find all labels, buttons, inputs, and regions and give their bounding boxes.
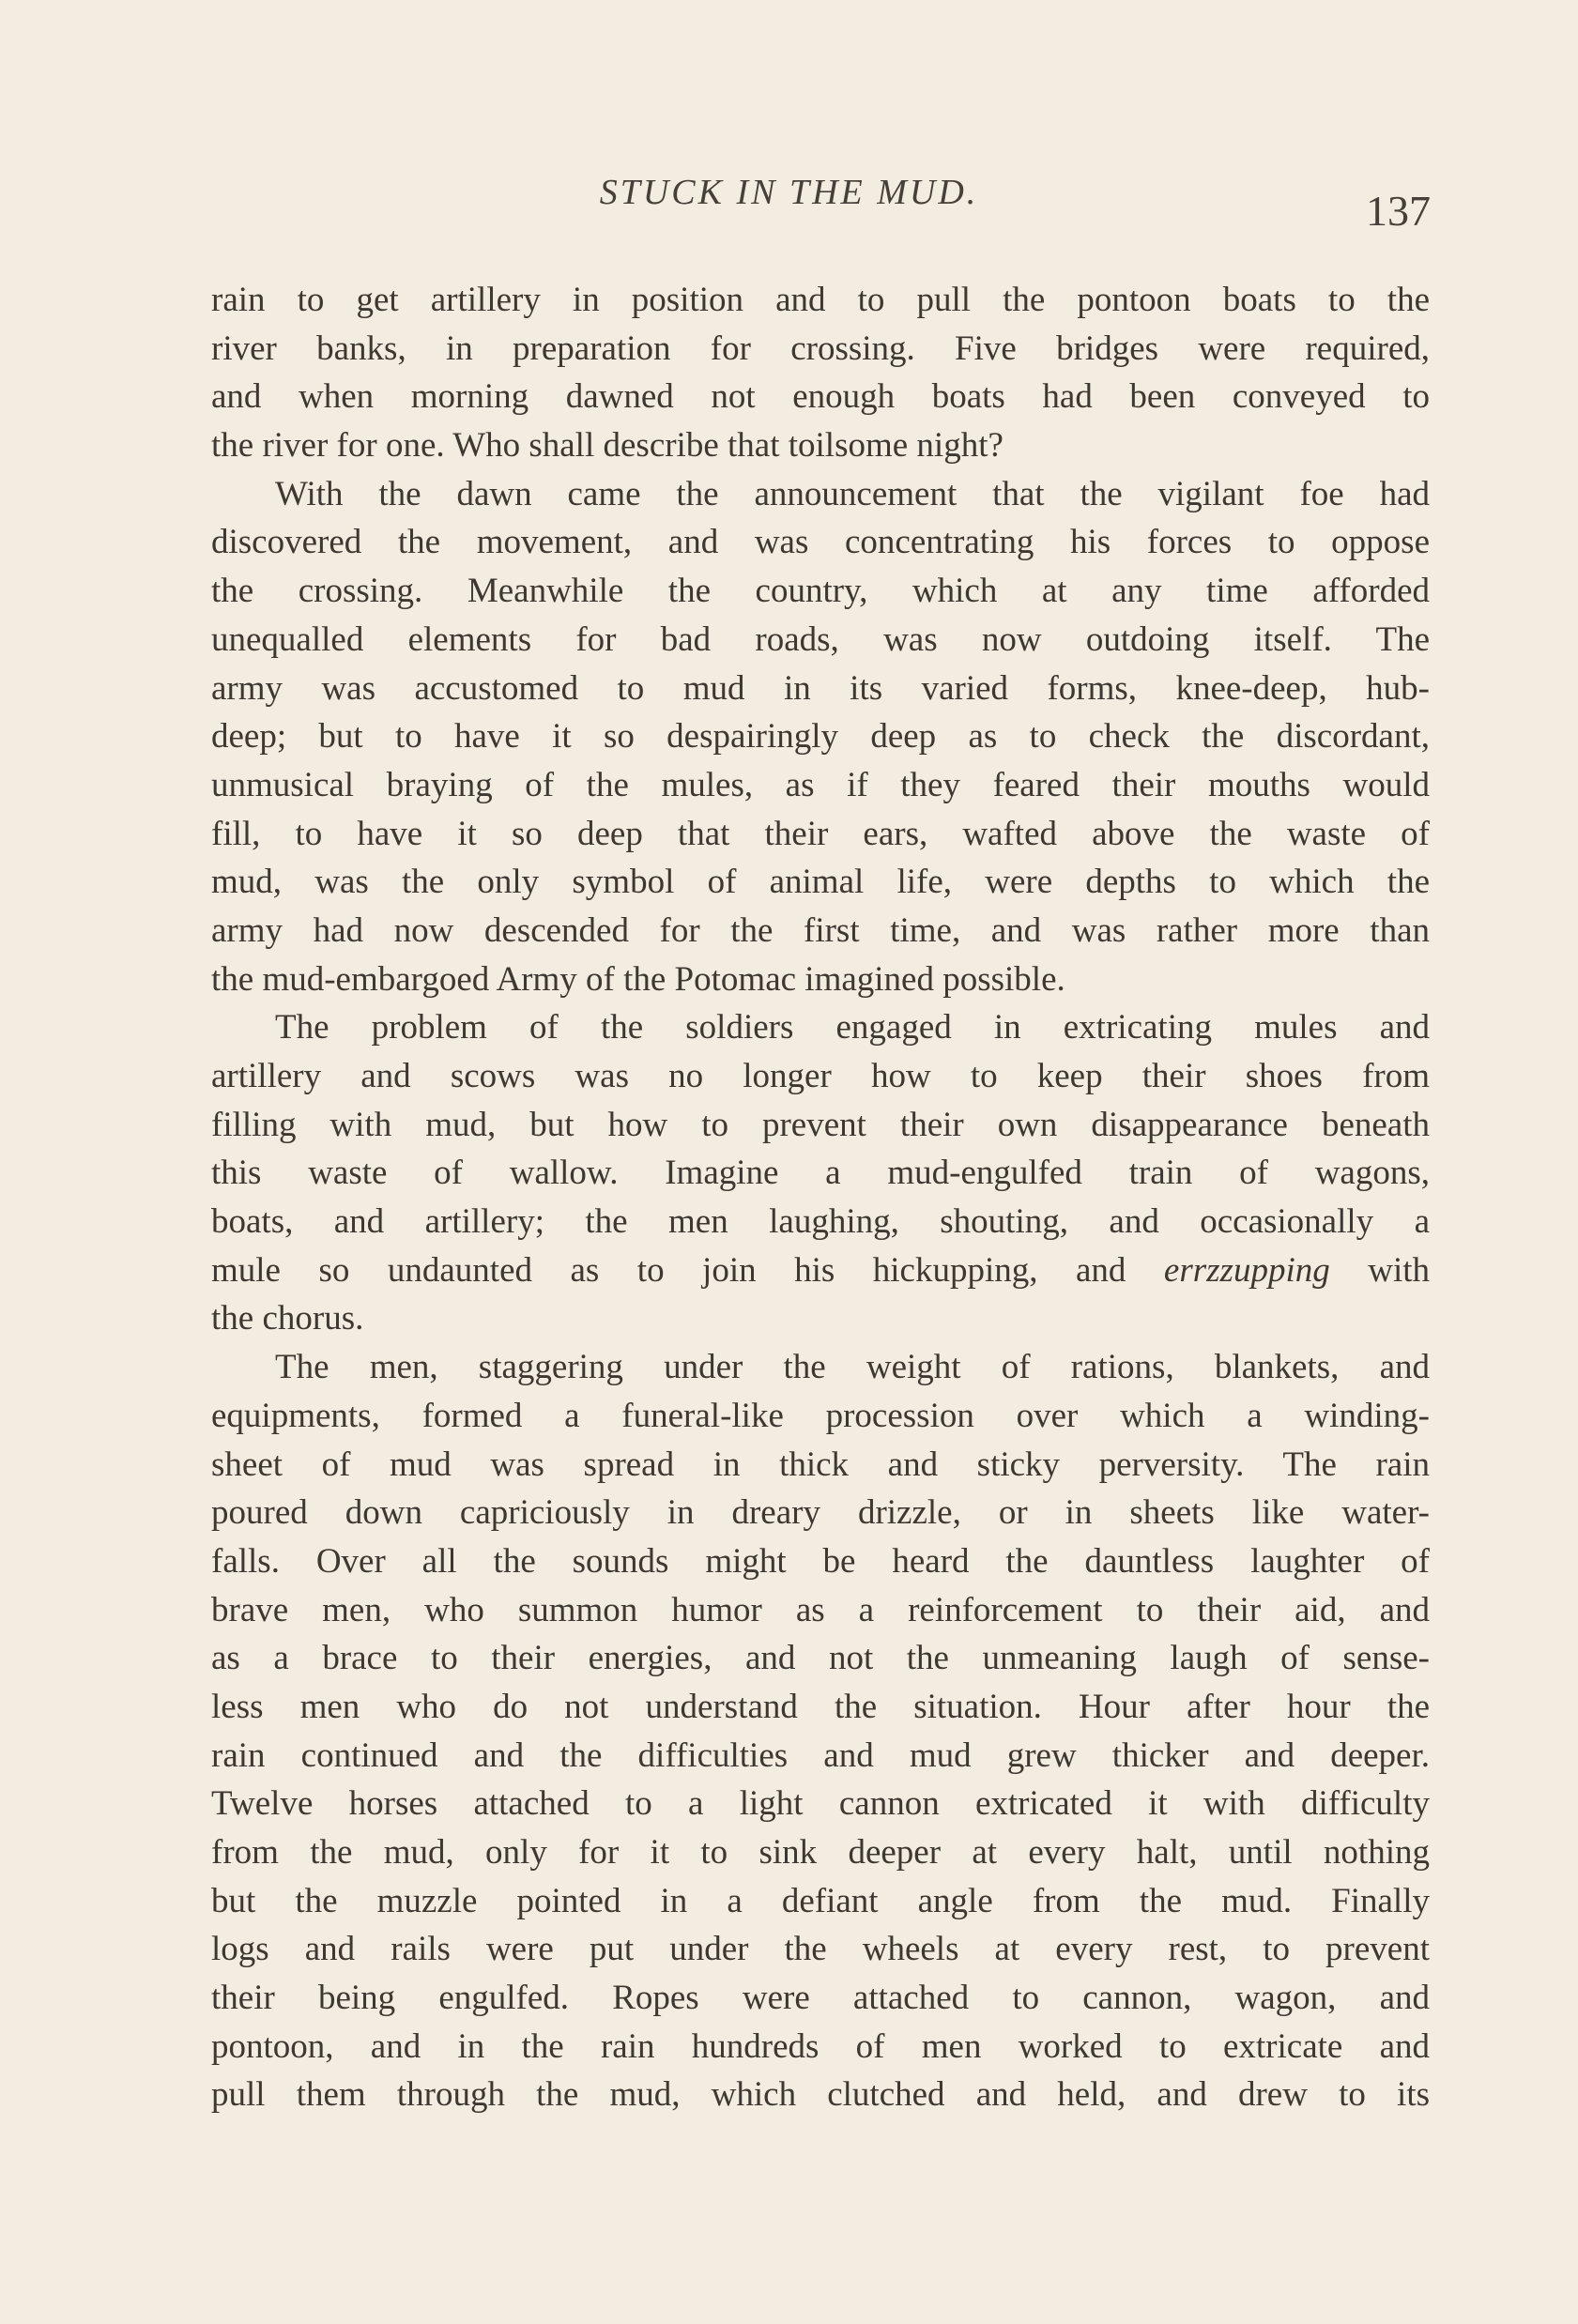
paragraph-first-line: With the dawn came the announcement that the vigilant foe had [275,474,1430,513]
text-line: unmusical braying of the mules, as if they feared their mouths would [211,765,1430,804]
text-line: the chorus. [211,1299,364,1338]
text-line: equipments, formed a funeral-like procession over which a winding- [211,1396,1430,1435]
text-line: unequalled elements for bad roads, was now outdoing itself. The [211,619,1430,659]
text-line: artillery and scows was no longer how to keep their shoes from [211,1057,1430,1095]
paragraph-first-line: The problem of the soldiers engaged in extricating mules and [275,1008,1430,1047]
italic-word: errzzupping [1163,1250,1330,1290]
text-line: army was accustomed to mud in its varied forms, knee-deep, hub- [211,668,1430,708]
text-line: pull them through the mud, which clutched and held, and drew to its [211,2075,1430,2115]
text-line: logs and rails were put under the wheels at every rest, to prevent [211,1930,1430,1969]
text-line: filling with mud, but how to prevent their own disappearance beneath [211,1105,1430,1144]
text-line: river banks, in preparation for crossing. Five bridges were required, [211,329,1430,368]
text-line: poured down capriciously in dreary drizzle, or in sheets like water- [211,1493,1430,1533]
text-line: but the muzzle pointed in a defiant angle from the mud. Finally [211,1881,1430,1920]
paragraph-first-line: The men, staggering under the weight of rations, blankets, and [275,1348,1430,1387]
body-text [211,276,1430,2119]
page-number: 137 [1366,187,1431,235]
text-line: Twelve horses attached to a light cannon extricated it with difficulty [211,1784,1430,1824]
text-line [211,1246,1430,1295]
text-line: fill, to have it so deep that their ears, wafted above the waste of [211,814,1430,853]
text-line: this waste of wallow. Imagine a mud-engulfed train of wagons, [211,1154,1430,1193]
text-line: rain continued and the difficulties and mud grew thicker and deeper. [211,1735,1430,1775]
text-line: and when morning dawned not enough boats had been conveyed to [211,377,1430,417]
text-line: army had now descended for the first time, and was rather more than [211,910,1430,950]
text-line: boats, and artillery; the men laughing, shouting, and occasionally a [211,1202,1430,1242]
running-title: STUCK IN THE MUD. [599,173,979,212]
text-line: mud, was the only symbol of animal life, were depths to which the [211,863,1430,902]
text-line: discovered the movement, and was concentrating his forces to oppose [211,523,1430,562]
text-line: as a brace to their energies, and not the unmeaning laugh of sense- [211,1639,1430,1678]
text-line: the mud-embargoed Army of the Potomac imagined possible. [211,959,1065,999]
text-line: falls. Over all the sounds might be heard the dauntless laughter of [211,1541,1430,1581]
text-line: the crossing. Meanwhile the country, which at any time afforded [211,572,1430,611]
text-line: the river for one. Who shall describe that toilsome night? [211,426,1003,466]
text-segment: mule so undaunted as to join his hickupping, and [211,1250,1164,1290]
text-line: brave men, who summon humor as a reinforcement to their aid, and [211,1590,1430,1629]
text-line: sheet of mud was spread in thick and sticky perversity. The rain [211,1445,1430,1484]
text-line: less men who do not understand the situation. Hour after hour the [211,1687,1430,1726]
text-line: pontoon, and in the rain hundreds of men worked to extricate and [211,2026,1430,2066]
text-line: from the mud, only for it to sink deeper at every halt, until nothing [211,1833,1430,1872]
text-line: deep; but to have it so despairingly deep as to check the discordant, [211,717,1430,757]
text-line: their being engulfed. Ropes were attached to cannon, wagon, and [211,1979,1430,2018]
text-segment: with [1329,1250,1430,1290]
text-line: rain to get artillery in position and to pull the pontoon boats to the [211,281,1430,319]
